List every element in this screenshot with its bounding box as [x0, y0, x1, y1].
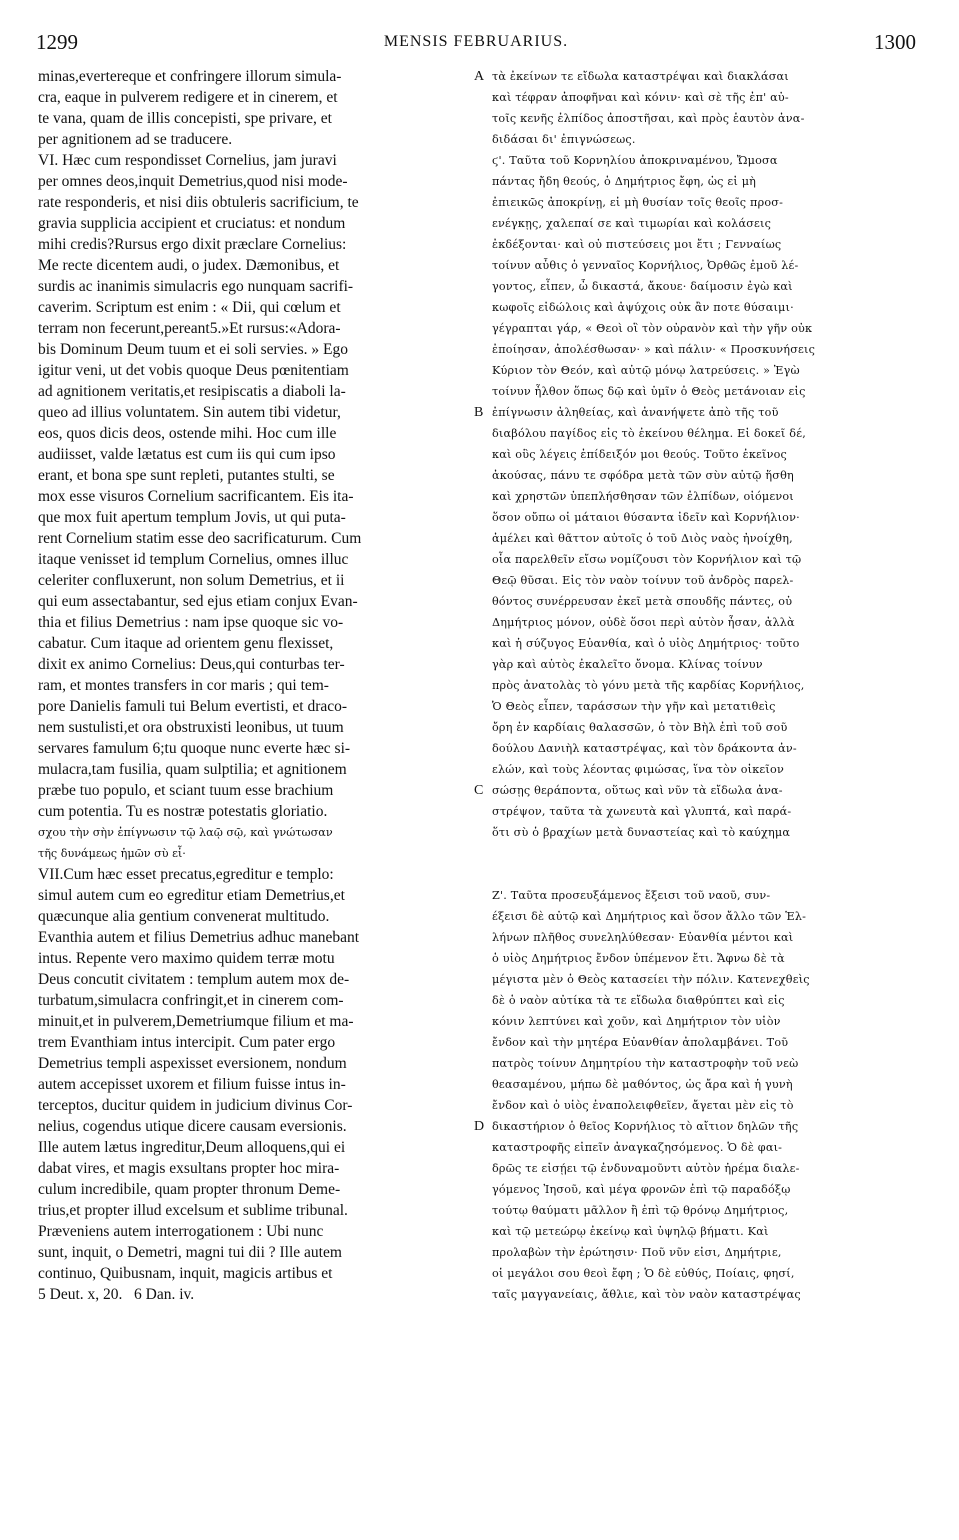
- latin-text-line: simul autem cum eo egreditur etiam Demetrius,et: [38, 887, 345, 904]
- latin-text-line: trem Evanthiam intus intercipit. Cum pater ergo: [38, 1034, 336, 1051]
- latin-text-line: intus. Repente vero maximo quidem terræ motu: [38, 950, 335, 967]
- latin-text-line: Evanthia autem et filius Demetrius adhuc manebant: [38, 929, 360, 946]
- latin-text-line: continuo, Quibusnam, inquit, magicis artibus et: [38, 1265, 333, 1282]
- greek-text-line: ὁ υἱὸς Δημήτριος ἔνδον ὑπέμενον ἔτι. Ἄφνω δὲ τὰ: [492, 952, 785, 965]
- latin-text-line: minuit,et in pulverem,Demetriumque filium et ma-: [38, 1013, 354, 1030]
- greek-text-line: δρῶς τε εἰσῄει τῷ ἐνδυναμοῦντι αὐτὸν ἠρέμα διαλε-: [492, 1162, 800, 1175]
- greek-text-line: οἷα παρελθεῖν εἴσω νομίζουσι τὸν Κορνήλιον καὶ τῷ: [492, 553, 802, 566]
- greek-text-line: γέγραπται γάρ, « Θεοὶ οἳ τὸν οὐρανὸν καὶ τὴν γῆν οὐκ: [492, 322, 813, 335]
- latin-text-line: erant, et bona spe sunt repleti, putantes stulti, se: [38, 467, 335, 484]
- latin-text-line: itaque venisset id templum Cornelius, omnes illuc: [38, 551, 349, 568]
- greek-text-line: ϛ'. Ταῦτα τοῦ Κορνηλίου ἀποκριναμένου, Ὤμοσα: [492, 154, 778, 167]
- latin-text-line: bis Dominum Deum tuum et ei soli servies. » Ego: [38, 341, 348, 358]
- margin-marker-d: D: [474, 1119, 485, 1134]
- greek-text-line: τοίνυν αὖθις ὁ γενναῖος Κορνήλιος, Ὀρθῶς ἐμοῦ λέ-: [492, 259, 799, 272]
- greek-text-line: ἐποίησαν, ἀπολέσθωσαν· » καὶ πάλιν· « Προσκυνήσεις: [492, 343, 816, 356]
- latin-text-line: qui eum assectabantur, sed ejus etiam conjux Evan-: [38, 593, 358, 610]
- greek-text-line: δὲ ὁ ναὸν αὐτίκα τὰ τε εἴδωλα διαθρύπτει καὶ εἰς: [492, 994, 785, 1007]
- greek-text-line: ἀκούσας, πάνυ τε σφόδρα μετὰ τῶν σὺν αὐτῷ ἥσθη: [492, 469, 794, 482]
- latin-text-line: præbe tuo populo, et sciant tuum esse brachium: [38, 782, 334, 799]
- latin-text-line: Præveniens autem interrogationem : Ubi nunc: [38, 1223, 324, 1240]
- latin-text-line: minas,evertereque et confringere illorum simula-: [38, 68, 342, 85]
- latin-text-line: dabat vires, et magis exsultans propter hoc mira-: [38, 1160, 340, 1177]
- latin-text-line: VI. Hæc cum respondisset Cornelius, jam juravi: [38, 152, 337, 169]
- page-number-left: 1299: [36, 30, 78, 54]
- latin-text-line: rent Cornelium statim esse deo sacrificaturum. Cum: [38, 530, 362, 547]
- greek-text-line: θεασαμένου, μήπω δὲ μαθόντος, ὡς ἄρα καὶ ἡ γυνὴ: [492, 1078, 793, 1091]
- latin-text-line: per agnitionem ad se traducere.: [38, 131, 233, 148]
- greek-text-line: τὰ ἐκείνων τε εἴδωλα καταστρέψαι καὶ διακλάσαι: [492, 70, 789, 83]
- latin-text-line: ram, et montes transfers in cor maris ; qui tem-: [38, 677, 329, 694]
- latin-text-line: Ille autem lætus ingreditur,Deum alloquens,qui ei: [38, 1139, 346, 1156]
- latin-text-line: thia et filius Demetrius : nam ipse quoque sic vo-: [38, 614, 344, 631]
- greek-text-line: ἐπίγνωσιν ἀληθείας, καὶ ἀνανήψετε ἀπὸ τῆς τοῦ: [492, 406, 779, 419]
- greek-text-line: Κύριον τὸν Θεόν, καὶ αὐτῷ μόνῳ λατρεύσεις. » Ἐγὼ: [492, 364, 800, 377]
- latin-text-line: cum potentia. Tu es nostræ potestatis gloriatio.: [38, 803, 328, 820]
- greek-text-line: μέγιστα μὲν ὁ Θεὸς κατασείει τὴν πόλιν. Κατενεχθεὶς: [492, 973, 810, 986]
- greek-text-line: καταστροφῆς εἰπεῖν ἀναγκαζησόμενος. Ὁ δὲ φαι-: [492, 1141, 783, 1154]
- greek-text-line: καὶ τέφραν ἀποφῆναι καὶ κόνιν· καὶ σὲ τῆς ἐπ' αὐ-: [492, 91, 789, 104]
- latin-text-line: Demetrius templi aspexisset eversionem, nondum: [38, 1055, 347, 1072]
- latin-text-line: igitur veni, ut det vobis quoque Deus pœnitentiam: [38, 362, 349, 379]
- latin-text-line: per omnes deos,inquit Demetrius,quod nisi mode-: [38, 173, 348, 190]
- latin-text-line: cra, eaque in pulverem redigere et in cinerem, et: [38, 89, 338, 106]
- latin-text-line: eos, quos dicis deos, ostende mihi. Hoc cum ille: [38, 425, 337, 442]
- latin-text-line: trius,et propter illud excelsum et sublime tribunal.: [38, 1202, 348, 1219]
- greek-text-line: καὶ οὓς λέγεις ἐπίδειξόν μοι θεούς. Τοῦτο ἐκεῖνος: [492, 448, 787, 461]
- greek-text-line: γὰρ καὶ αὐτὸς ἐκαλεῖτο ὄνομα. Κλίνας τοίνυν: [492, 658, 763, 671]
- latin-text-line: mulacra,tam fusilia, quam sulptilia; et agnitionem: [38, 761, 347, 778]
- greek-text-line: γοντος, εἶπεν, ὦ δικαστά, ἄκουε· δαίμοσιν ἐγὼ καὶ: [492, 280, 793, 293]
- latin-text-line: terceptos, ducitur quidem in judicium divinus Cor-: [38, 1097, 353, 1114]
- latin-text-line: nem sustulisti,et ora obstruxisti leonibus, ut tuum: [38, 719, 344, 736]
- greek-text-line: διδάσαι δι' ἐπιγνώσεως.: [492, 133, 636, 146]
- greek-text-line: στρέψον, ταῦτα τὰ χωνευτὰ καὶ γλυπτά, καὶ παρά-: [492, 805, 792, 818]
- latin-text-line: queo ad illius voluntatem. Sin autem tibi videtur,: [38, 404, 341, 421]
- greek-text-line: τῆς δυνάμεως ἡμῶν σὺ εἶ·: [38, 847, 186, 860]
- greek-text-line: κωφοῖς εἰδώλοις καὶ ἀψύχοις οὐκ ἂν ποτε θύσαιμι·: [492, 301, 794, 314]
- greek-text-line: οἱ μεγάλοι σου θεοὶ ἔφη ; Ὁ δὲ εὐθύς, Ποίαις, φησί,: [492, 1267, 795, 1280]
- greek-text-line: δούλου Δανιὴλ καταστρέψας, καὶ τὸν δράκοντα ἀν-: [492, 742, 797, 755]
- latin-text-line: celeriter confluxerunt, non solum Demetrius, et ii: [38, 572, 345, 589]
- greek-text-line: ελών, καὶ τοὺς λέοντας φιμώσας, ἵνα τὸν οἰκεῖον: [492, 763, 784, 776]
- greek-text-line: σώσῃς θεράποντα, οὕτως καὶ νῦν τὰ εἴδωλα ἀνα-: [492, 784, 783, 797]
- latin-text-line: caverim. Scriptum est enim : « Dii, qui cœlum et: [38, 299, 341, 316]
- greek-text-line: έξεισι δὲ αὐτῷ καὶ Δημήτριος καὶ ὅσον ἄλλο τῶν Ἑλ-: [492, 910, 807, 923]
- latin-text-line: nelius, cogendus utique dicere causam eversionis.: [38, 1118, 347, 1135]
- footnotes: 5 Deut. x, 20. 6 Dan. iv.: [38, 1286, 195, 1303]
- greek-text-line: ὄρη ἐν καρδίαις θαλασσῶν, ὁ τὸν Βὴλ ἐπὶ τοῦ σοῦ: [492, 721, 788, 734]
- greek-text-line: πάντας ἤδη θεούς, ὁ Δημήτριος ἔφη, ὡς εἰ μὴ: [492, 175, 757, 188]
- greek-text-line: ὅτι σὺ ὁ βραχίων μετὰ δυναστείας καὶ τὸ καύχημα: [492, 826, 791, 839]
- latin-column: [38, 66, 484, 1305]
- greek-text-line: ἐπιεικῶς ἀποκρίνῃ, εἰ μὴ θυσίαν τοῖς θεοῖς προσ-: [492, 196, 784, 209]
- greek-text-line: καὶ τῷ μετεώρῳ ἐκείνῳ καὶ ὑψηλῷ βήματι. Καὶ: [492, 1225, 769, 1238]
- latin-text-line: rate responderis, et nisi diis obtuleris sacrificium, te: [38, 194, 359, 211]
- running-title: MENSIS FEBRUARIUS.: [383, 33, 569, 50]
- latin-text-line: turbatum,simulacra confringit,et in cinerem com-: [38, 992, 344, 1009]
- greek-text-line: τούτῳ θαύματι μᾶλλον ἢ ἐπὶ τῷ θρόνῳ Δημήτριος,: [492, 1204, 789, 1217]
- greek-text-line: σχου τὴν σὴν ἐπίγνωσιν τῷ λαῷ σῷ, καὶ γνώτωσαν: [38, 826, 333, 839]
- section-gap: [492, 843, 932, 885]
- margin-marker-b: B: [474, 405, 484, 420]
- latin-text-line: mox esse visuros Cornelium sacrificantem. Eis ita-: [38, 488, 354, 505]
- latin-text-line: pore Danielis famuli tui Belum evertisti, et draco-: [38, 698, 348, 715]
- latin-text-line: Me recte dicentem audi, o judex. Dæmonibus, et: [38, 257, 340, 274]
- greek-text-line: Θεῷ θῦσαι. Εἰς τὸν ναὸν τοίνυν τοῦ ἀνδρὸς παρελ-: [492, 574, 794, 587]
- greek-text-line: Ζ'. Ταῦτα προσευξάμενος ἔξεισι τοῦ ναοῦ, συν-: [492, 889, 771, 902]
- greek-text-line: θόντος συνέρρευσαν ἐκεῖ μετὰ σπουδῆς πάντες, οὐ: [492, 595, 793, 608]
- greek-text-line: Ὁ Θεὸς εἶπεν, ταράσσων τὴν γῆν καὶ μετατιθεὶς: [492, 700, 776, 713]
- greek-text-line: Δημήτριος μόνον, οὐδὲ ὅσοι περὶ αὐτὸν ἦσαν, ἀλλὰ: [492, 616, 795, 629]
- latin-text-line: dixit ex animo Cornelius: Deus,qui conturbas ter-: [38, 656, 345, 673]
- greek-text-line: καὶ χρηστῶν ὑπεπλήσθησαν τῶν ἐλπίδων, οἰόμενοι: [492, 490, 794, 503]
- latin-text-line: quæcunque alia gentium convenerat multitudo.: [38, 908, 330, 925]
- margin-marker-a: A: [474, 69, 485, 84]
- latin-text-line: cabatur. Cum itaque ad orientem genu flexisset,: [38, 635, 334, 652]
- latin-text-line: autem accepisset uxorem et filium fuisse intus in-: [38, 1076, 346, 1093]
- greek-text-line: γόμενος Ἰησοῦ, καὶ μέγα φρονῶν ἐπὶ τῷ παραδόξῳ: [492, 1183, 791, 1196]
- latin-text-line: VII.Cum hæc esset precatus,egreditur e templo:: [38, 866, 334, 883]
- greek-column: [492, 66, 932, 1305]
- greek-text-line: καὶ ἡ σύζυγος Εὐανθία, καὶ ὁ υἱὸς Δημήτριος· τοῦτο: [492, 637, 800, 650]
- greek-continuation: [38, 822, 484, 864]
- greek-text-line: ἐκδέξονται· καὶ οὐ πιστεύσεις μοι ἔτι ; Γενναίως: [492, 238, 782, 251]
- greek-text-line: τοίνυν ἦλθον ὅπως δῷ καὶ ὑμῖν ὁ Θεὸς μετάνοιαν εἰς: [492, 385, 806, 398]
- greek-text-line: πρὸς ἀνατολὰς τὸ γόνυ μετὰ τῆς καρδίας Κορνήλιος,: [492, 679, 805, 692]
- margin-marker-c: C: [474, 783, 484, 798]
- latin-text-line: mihi credis?Rursus ergo dixit præclare Cornelius:: [38, 236, 347, 253]
- latin-text-line: audiisset, valde lætatus est cum iis qui cum ipso: [38, 446, 336, 463]
- latin-text-line: terram non fecerunt,pereant5.»Et rursus:«Adora-: [38, 320, 341, 337]
- greek-text-line: ἔνδον καὶ ὁ υἱὸς ἐναπολειφθεῖεν, ἄγεται μὲν εἰς τὸ: [492, 1099, 794, 1112]
- greek-text-line: δικαστήριον ὁ θεῖος Κορνήλιος τὸ αἴτιον δηλῶν τῆς: [492, 1120, 799, 1133]
- greek-text-line: τοῖς κενῆς ἐλπίδος ἀποστῆσαι, καὶ πρὸς ἑαυτὸν ἀνα-: [492, 112, 805, 125]
- latin-text-line: te vana, quam de illis concepisti, spe privare, et: [38, 110, 332, 127]
- greek-text-line: κόνιν λεπτύνει καὶ χοῦν, καὶ Δημήτριον τὸν υἱὸν: [492, 1015, 781, 1028]
- greek-text-line: ἀμέλει καὶ θᾶττον αὐτοῖς ὁ τοῦ Διὸς ναὸς ἠνοίχθη,: [492, 532, 793, 545]
- greek-text-line: διαβόλου παγίδος εἰς τὸ ἐκείνου θέλημα. Εἰ δοκεῖ δέ,: [492, 427, 806, 440]
- greek-text-line: ἔνδον καὶ τὴν μητέρα Εὐανθίαν ἀπολαμβάνει. Τοῦ: [492, 1036, 789, 1049]
- page-number-right: 1300: [874, 30, 916, 54]
- greek-text-line: πατρὸς τοίνυν Δημητρίου τὴν καταστροφὴν τοῦ νεὼ: [492, 1057, 799, 1070]
- latin-text-line: Deus concutit civitatem : templum autem mox de-: [38, 971, 350, 988]
- latin-text-line: ad agnitionem veritatis,et resipiscatis a diaboli la-: [38, 383, 346, 400]
- latin-text-line: sunt, inquit, o Demetri, magni tui dii ? Ille autem: [38, 1244, 342, 1261]
- latin-text-line: surdis ac inanimis simulacris ego nunquam sacrifi-: [38, 278, 354, 295]
- greek-text-line: λήνων πλῆθος συνεληλύθεσαν· Εὐανθία μέντοι καὶ: [492, 931, 794, 944]
- latin-text-line: culum incredibile, quam propter thronum Deme-: [38, 1181, 341, 1198]
- greek-text-line: ενέγκῃς, χαλεπαί σε καὶ τιμωρίαι καὶ κολάσεις: [492, 217, 772, 230]
- greek-text-line: προλαβὼν τὴν ἐρώτησιν· Ποῦ νῦν εἰσι, Δημήτριε,: [492, 1246, 782, 1259]
- greek-text-line: ὅσον οὔπω οἱ μάταιοι θύσαντα ἰδεῖν καὶ Κορνήλιον·: [492, 511, 800, 524]
- latin-text-line: servares famulum 6;tu quoque nunc everte hæc si-: [38, 740, 351, 757]
- greek-text-line: ταῖς μαγγανείαις, ἄθλιε, καὶ τὸν ναὸν καταστρέψας: [492, 1288, 801, 1301]
- page-header: [36, 30, 916, 60]
- latin-text-line: que mox fuit apertum templum Jovis, ut qui puta-: [38, 509, 346, 526]
- latin-text-line: gravia supplicia accipient et cruciatus: et nondum: [38, 215, 346, 232]
